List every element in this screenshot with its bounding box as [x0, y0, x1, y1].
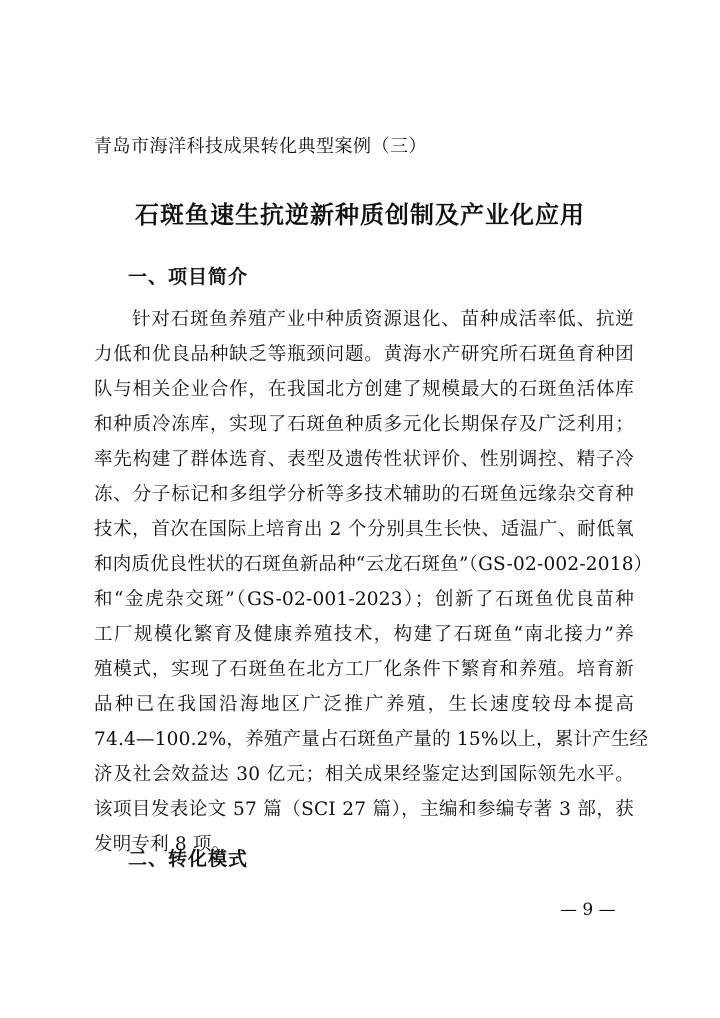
- paragraph-line: 和种质冷冻库，实现了石斑鱼种质多元化长期保存及广泛利用；: [94, 414, 634, 435]
- paragraph-line: 殖模式，实现了石斑鱼在北方工厂化条件下繁育和养殖。培育新: [94, 659, 634, 680]
- paragraph-line: 74.4—100.2%，养殖产量占石斑鱼产量的 15%以上，累计产生经: [94, 729, 649, 750]
- paragraph-line: 工厂规模化繁育及健康养殖技术，构建了石斑鱼“南北接力”养: [94, 624, 634, 645]
- section-heading-project-intro: 一、项目简介: [128, 266, 249, 288]
- paragraph-line: 和肉质优良性状的石斑鱼新品种“云龙石斑鱼”（GS-02-002-2018）: [94, 554, 653, 575]
- paragraph-line: 队与相关企业合作，在我国北方创建了规模最大的石斑鱼活体库: [94, 379, 634, 400]
- paragraph-line: 济及社会效益达 30 亿元；相关成果经鉴定达到国际领先水平。: [94, 764, 634, 785]
- document-title: 石斑鱼速生抗逆新种质创制及产业化应用: [135, 200, 585, 229]
- paragraph-line: 和“金虎杂交斑”（GS-02-001-2023）；创新了石斑鱼优良苗种: [94, 589, 634, 610]
- series-title: 青岛市海洋科技成果转化典型案例（三）: [94, 136, 427, 157]
- section-heading-transfer-mode: 二、转化模式: [128, 848, 249, 870]
- project-intro-paragraph: [94, 302, 653, 862]
- paragraph-line: 针对石斑鱼养殖产业中种质资源退化、苗种成活率低、抗逆: [132, 309, 634, 330]
- paragraph-line: 率先构建了群体选育、表型及遗传性状评价、性别调控、精子冷: [94, 449, 634, 470]
- paragraph-line: 冻、分子标记和多组学分析等多技术辅助的石斑鱼远缘杂交育种: [94, 484, 634, 505]
- page-number: — 9 —: [560, 900, 616, 920]
- paragraph-line: 该项目发表论文 57 篇（SCI 27 篇），主编和参编专著 3 部，获: [94, 799, 634, 820]
- paragraph-line: 力低和优良品种缺乏等瓶颈问题。黄海水产研究所石斑鱼育种团: [94, 344, 634, 365]
- paragraph-line: 品种已在我国沿海地区广泛推广养殖，生长速度较母本提高: [94, 694, 634, 715]
- paragraph-line: 技术，首次在国际上培育出 2 个分别具生长快、适温广、耐低氧: [94, 519, 634, 540]
- paragraph-line: 发明专利 8 项。: [94, 834, 231, 855]
